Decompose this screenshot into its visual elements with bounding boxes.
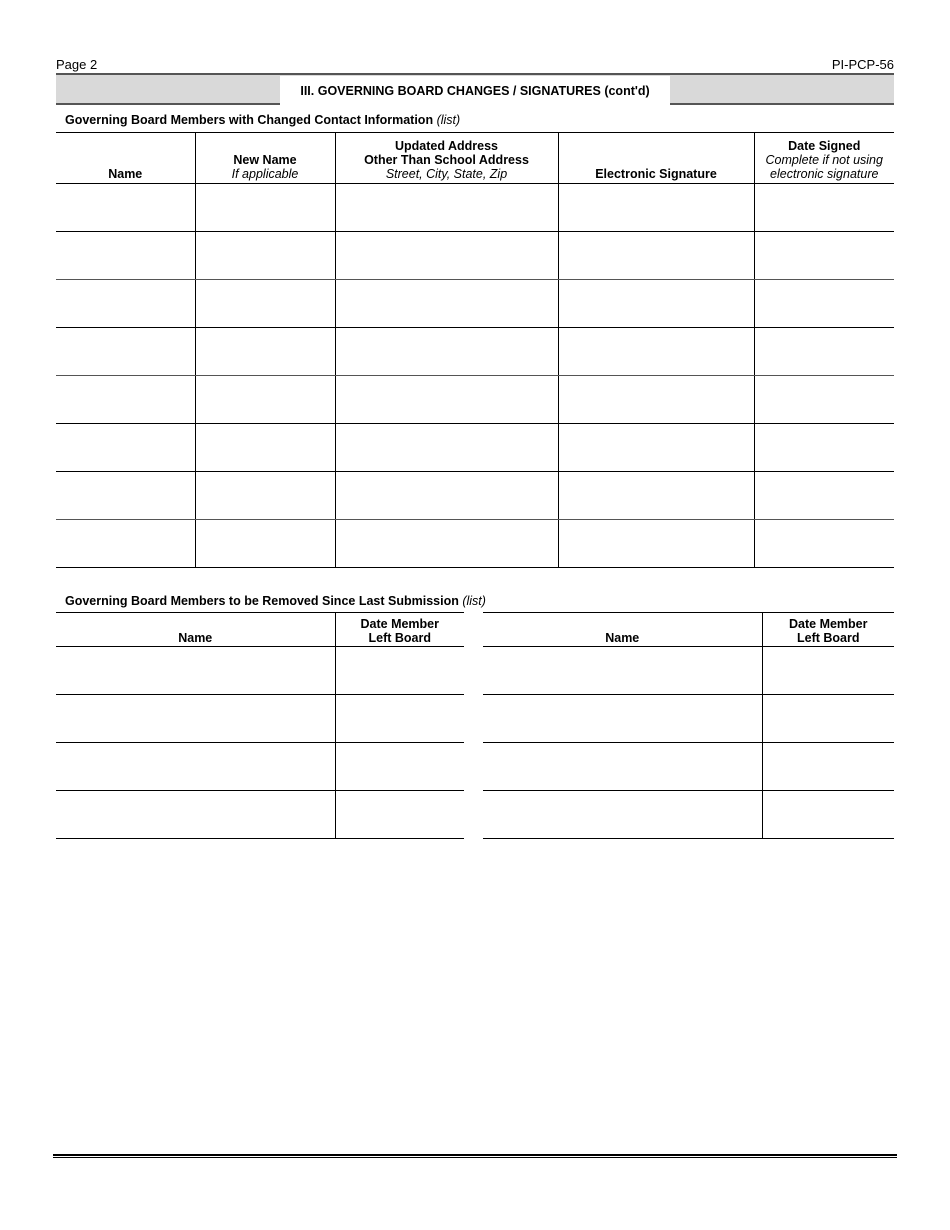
signature-cell[interactable] xyxy=(558,184,754,232)
name-cell[interactable] xyxy=(56,472,195,520)
table-row xyxy=(56,695,464,743)
name-cell[interactable] xyxy=(56,791,335,839)
date-cell[interactable] xyxy=(754,280,894,328)
name-cell[interactable] xyxy=(56,743,335,791)
name-cell[interactable] xyxy=(56,184,195,232)
new-name-cell[interactable] xyxy=(195,376,335,424)
col-date-left xyxy=(335,613,464,647)
signature-cell[interactable] xyxy=(558,376,754,424)
col-new-name-note: If applicable xyxy=(231,167,299,181)
name-cell[interactable] xyxy=(56,424,195,472)
new-name-cell[interactable] xyxy=(195,472,335,520)
address-cell[interactable] xyxy=(335,472,558,520)
table-row xyxy=(56,376,894,424)
col-name-label: Name xyxy=(178,631,213,645)
name-cell[interactable] xyxy=(56,328,195,376)
col-name xyxy=(56,613,335,647)
col-address-note: Street, City, State, Zip xyxy=(385,167,508,181)
changed-contact-table xyxy=(56,132,894,568)
name-cell[interactable] xyxy=(483,743,762,791)
date-cell[interactable] xyxy=(754,472,894,520)
new-name-cell[interactable] xyxy=(195,184,335,232)
table-row xyxy=(56,743,464,791)
address-cell[interactable] xyxy=(335,328,558,376)
footer-rule xyxy=(53,1154,897,1158)
name-cell[interactable] xyxy=(56,647,335,695)
new-name-cell[interactable] xyxy=(195,232,335,280)
new-name-cell[interactable] xyxy=(195,280,335,328)
date-left-cell[interactable] xyxy=(762,791,894,839)
col-name-label: Name xyxy=(605,631,640,645)
date-left-cell[interactable] xyxy=(762,743,894,791)
col-name xyxy=(483,613,762,647)
date-left-cell[interactable] xyxy=(335,695,464,743)
table-row xyxy=(56,424,894,472)
col-new-name xyxy=(195,133,335,184)
new-name-cell[interactable] xyxy=(195,328,335,376)
col-address xyxy=(335,133,558,184)
name-cell[interactable] xyxy=(56,232,195,280)
removed-caption-text: Governing Board Members to be Removed Since Last Submission xyxy=(65,594,459,608)
col-name-label: Name xyxy=(108,167,143,181)
name-cell[interactable] xyxy=(483,791,762,839)
name-cell[interactable] xyxy=(56,376,195,424)
col-new-name-label: New Name xyxy=(233,153,297,167)
signature-cell[interactable] xyxy=(558,232,754,280)
col-address-label-2: Other Than School Address xyxy=(364,153,529,167)
table-row xyxy=(483,791,894,839)
date-cell[interactable] xyxy=(754,184,894,232)
new-name-cell[interactable] xyxy=(195,520,335,568)
signature-cell[interactable] xyxy=(558,280,754,328)
table-row xyxy=(56,791,464,839)
table-row xyxy=(56,232,894,280)
address-cell[interactable] xyxy=(335,184,558,232)
date-left-cell[interactable] xyxy=(335,647,464,695)
table-row xyxy=(56,472,894,520)
col-address-label-1: Updated Address xyxy=(394,139,499,153)
col-date-left-label-2: Left Board xyxy=(797,631,860,645)
section-title: III. GOVERNING BOARD CHANGES / SIGNATURES (cont'd) xyxy=(280,76,670,106)
address-cell[interactable] xyxy=(335,520,558,568)
col-date-label: Date Signed xyxy=(788,139,861,153)
date-cell[interactable] xyxy=(754,376,894,424)
col-date-left-label-1: Date Member xyxy=(360,617,439,631)
col-date-left-label-2: Left Board xyxy=(368,631,431,645)
date-cell[interactable] xyxy=(754,520,894,568)
table-row xyxy=(56,280,894,328)
form-id: PI-PCP-56 xyxy=(831,57,894,72)
changed-contact-caption xyxy=(65,113,460,127)
table-row xyxy=(56,184,894,232)
new-name-cell[interactable] xyxy=(195,424,335,472)
name-cell[interactable] xyxy=(483,647,762,695)
col-signature-label: Electronic Signature xyxy=(595,167,717,181)
signature-cell[interactable] xyxy=(558,328,754,376)
date-cell[interactable] xyxy=(754,232,894,280)
signature-cell[interactable] xyxy=(558,472,754,520)
changed-contact-caption-note: (list) xyxy=(436,113,461,127)
table-row xyxy=(483,647,894,695)
col-date-left xyxy=(762,613,894,647)
table-row xyxy=(483,695,894,743)
table-row xyxy=(56,328,894,376)
name-cell[interactable] xyxy=(56,695,335,743)
name-cell[interactable] xyxy=(56,280,195,328)
col-date-note-2: electronic signature xyxy=(770,167,879,181)
table-row xyxy=(56,647,464,695)
removed-table-right xyxy=(483,612,894,839)
removed-caption-note: (list) xyxy=(462,594,486,608)
changed-contact-caption-text: Governing Board Members with Changed Contact Information xyxy=(65,113,434,127)
date-left-cell[interactable] xyxy=(762,695,894,743)
address-cell[interactable] xyxy=(335,376,558,424)
date-left-cell[interactable] xyxy=(762,647,894,695)
signature-cell[interactable] xyxy=(558,424,754,472)
table-row xyxy=(483,743,894,791)
date-left-cell[interactable] xyxy=(335,791,464,839)
page-number: Page 2 xyxy=(56,57,98,72)
signature-cell[interactable] xyxy=(558,520,754,568)
address-cell[interactable] xyxy=(335,424,558,472)
col-signature xyxy=(558,133,754,184)
col-name xyxy=(56,133,195,184)
removed-table-left xyxy=(56,612,464,839)
removed-caption xyxy=(65,594,486,608)
name-cell[interactable] xyxy=(483,695,762,743)
col-date-note-1: Complete if not using xyxy=(765,153,883,167)
date-cell[interactable] xyxy=(754,424,894,472)
name-cell[interactable] xyxy=(56,520,195,568)
address-cell[interactable] xyxy=(335,280,558,328)
date-left-cell[interactable] xyxy=(335,743,464,791)
table-row xyxy=(56,520,894,568)
address-cell[interactable] xyxy=(335,232,558,280)
col-date-signed xyxy=(754,133,894,184)
col-date-left-label-1: Date Member xyxy=(789,617,868,631)
date-cell[interactable] xyxy=(754,328,894,376)
